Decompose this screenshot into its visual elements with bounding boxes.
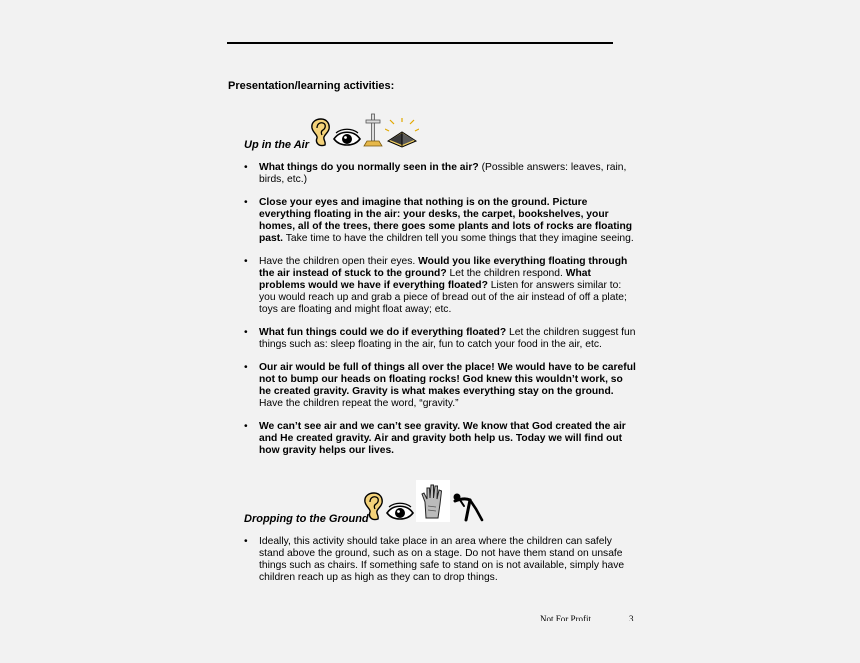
body-text: Take time to have the children tell you some things that they imagine seeing. bbox=[283, 233, 634, 244]
bullet-item bbox=[244, 421, 636, 457]
bullet-item bbox=[244, 536, 636, 584]
body-text: Ideally, this activity should take place in an area where the children can safely stand above the ground, such as on a stage. Do not have them stand on unsafe things such as chairs. If something safe to stand on is not available, simply have children reach up as high as they can to drop things. bbox=[259, 536, 625, 583]
bullet-item bbox=[244, 327, 636, 351]
bullet-item bbox=[244, 197, 636, 245]
bold-text: Would you like everything floating through the air instead of stuck to the ground? bbox=[259, 256, 628, 279]
ear-icon bbox=[362, 492, 384, 522]
activity-icons-up-in-the-air bbox=[309, 112, 419, 148]
hand-icon bbox=[416, 480, 450, 522]
cross-icon bbox=[363, 112, 383, 148]
top-rule bbox=[227, 42, 613, 44]
activity-heading-dropping-to-the-ground: Dropping to the Ground bbox=[244, 513, 369, 525]
activity-icons-dropping-to-the-ground bbox=[362, 480, 488, 522]
body-text: (Possible answers: leaves, rain, birds, etc.) bbox=[259, 162, 627, 185]
bullet-list-up-in-the-air bbox=[244, 162, 636, 468]
bold-text: What things do you normally seen in the air? bbox=[259, 162, 479, 173]
eye-icon bbox=[386, 502, 414, 522]
body-text: Listen for answers similar to: you would reach up and grab a piece of bread out of the air instead of off a plate; toys are floating and might float away; etc. bbox=[259, 280, 627, 315]
footer-text: Not For Profit bbox=[540, 614, 592, 621]
bold-text: Close your eyes and imagine that nothing is on the ground. Picture everything floating in the air: your desks, the carpet, bookshelves, your homes, all of the trees, there goes some plants and lots of rocks are floating past. bbox=[259, 197, 633, 244]
bullet-item bbox=[244, 162, 636, 186]
body-text: Let the children respond. bbox=[446, 268, 566, 279]
bold-text: What fun things could we do if everything floated? bbox=[259, 327, 507, 338]
section-title: Presentation/learning activities: bbox=[228, 80, 395, 92]
body-text: Let the children suggest fun things such as: sleep floating in the air, fun to catch your food in the air, etc. bbox=[259, 327, 636, 350]
body-text: Have the children repeat the word, “gravity.” bbox=[259, 398, 459, 409]
bullet-list-dropping-to-the-ground bbox=[244, 536, 636, 595]
eye-icon bbox=[333, 128, 361, 148]
bullet-item bbox=[244, 362, 636, 410]
stretching-person-icon bbox=[452, 488, 488, 522]
body-text: Have the children open their eyes. bbox=[259, 256, 419, 267]
bold-text: What problems would we have if everything floated? bbox=[259, 268, 591, 291]
bullet-item bbox=[244, 256, 636, 316]
activity-heading-up-in-the-air: Up in the Air bbox=[244, 139, 309, 151]
page-number: 3 bbox=[629, 614, 634, 621]
ear-icon bbox=[309, 118, 331, 148]
bold-text: Our air would be full of things all over the place! We would have to be careful not to bump our heads on floating rocks! God knew this wouldn’t work, so he created gravity. Gravity is what makes everything stay on the ground. bbox=[259, 362, 636, 397]
bible-icon bbox=[385, 118, 419, 148]
bold-text: We can’t see air and we can’t see gravity. We know that God created the air and He created gravity. Air and gravity both help us. Today we will find out how gravity helps our lives. bbox=[259, 421, 626, 456]
